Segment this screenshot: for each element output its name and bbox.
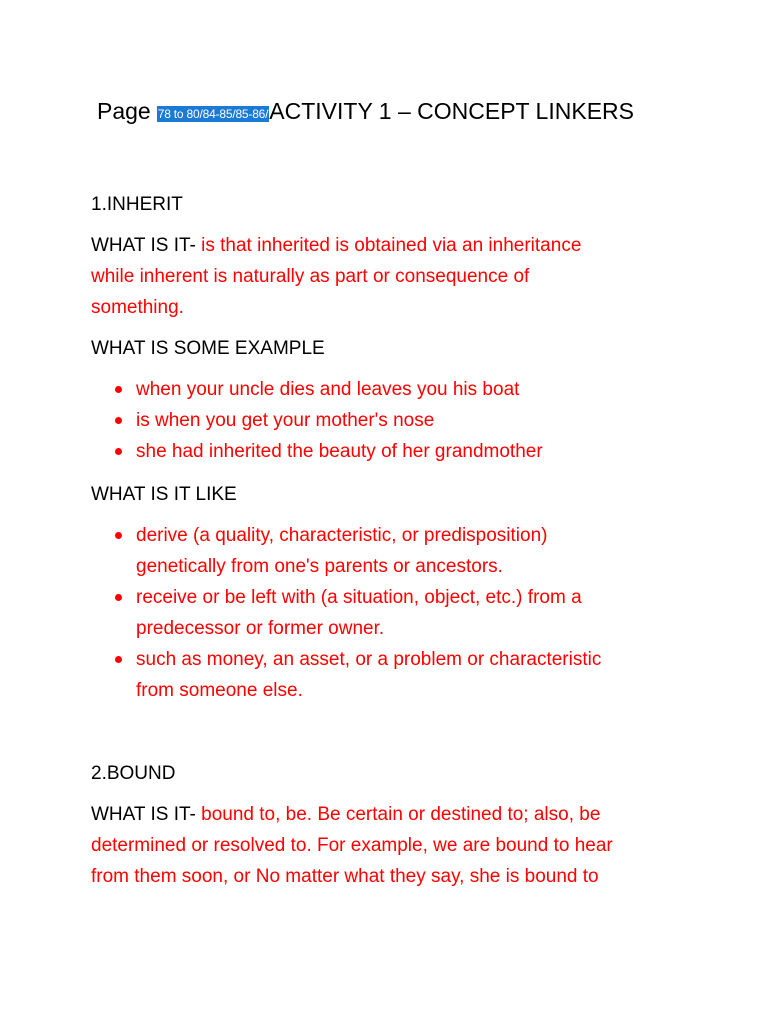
- page-title: [97, 96, 634, 126]
- bullet-icon: [115, 594, 122, 601]
- definition-line: determined or resolved to. For example, we are bound to hear: [91, 835, 613, 856]
- list-item: [91, 520, 691, 582]
- like-heading: WHAT IS IT LIKE: [91, 484, 237, 505]
- what-is-it-label: WHAT IS IT-: [91, 235, 196, 256]
- section-definition-inherit: [91, 230, 691, 323]
- bullet-icon: [115, 417, 122, 424]
- list-item-text: when your uncle dies and leaves you his boat: [136, 379, 520, 400]
- list-item: [91, 405, 691, 436]
- list-item-text: she had inherited the beauty of her grandmother: [136, 441, 543, 462]
- list-item-text: receive or be left with (a situation, object, etc.) from a: [136, 587, 582, 608]
- page-label: Page: [97, 98, 151, 124]
- list-item: [91, 436, 691, 467]
- section-definition-bound: [91, 799, 691, 892]
- list-item-text: such as money, an asset, or a problem or characteristic: [136, 649, 602, 670]
- examples-heading: WHAT IS SOME EXAMPLE: [91, 338, 325, 359]
- definition-line: from them soon, or No matter what they say, she is bound to: [91, 866, 599, 887]
- list-item-text: derive (a quality, characteristic, or predisposition): [136, 525, 548, 546]
- list-item: [91, 644, 691, 706]
- section-heading-bound: 2.BOUND: [91, 763, 176, 784]
- list-item-text: genetically from one's parents or ancestors.: [136, 556, 503, 577]
- bullet-icon: [115, 448, 122, 455]
- examples-list: [91, 374, 691, 467]
- what-is-it-label: WHAT IS IT-: [91, 804, 196, 825]
- list-item-text: predecessor or former owner.: [136, 618, 385, 639]
- activity-title: ACTIVITY 1 – CONCEPT LINKERS: [269, 98, 634, 124]
- list-item: [91, 374, 691, 405]
- like-list: [91, 520, 691, 706]
- bullet-icon: [115, 386, 122, 393]
- bullet-icon: [115, 532, 122, 539]
- list-item: [91, 582, 691, 644]
- bullet-icon: [115, 656, 122, 663]
- definition-line: is that inherited is obtained via an inheritance: [195, 235, 582, 256]
- selected-page-range[interactable]: 78 to 80/84-85/85-86/: [157, 107, 269, 121]
- definition-line: bound to, be. Be certain or destined to; also, be: [195, 804, 601, 825]
- list-item-text: from someone else.: [136, 680, 303, 701]
- definition-line: while inherent is naturally as part or consequence of: [91, 266, 530, 287]
- definition-line: something.: [91, 297, 184, 318]
- list-item-text: is when you get your mother's nose: [136, 410, 435, 431]
- section-heading-inherit: 1.INHERIT: [91, 194, 183, 215]
